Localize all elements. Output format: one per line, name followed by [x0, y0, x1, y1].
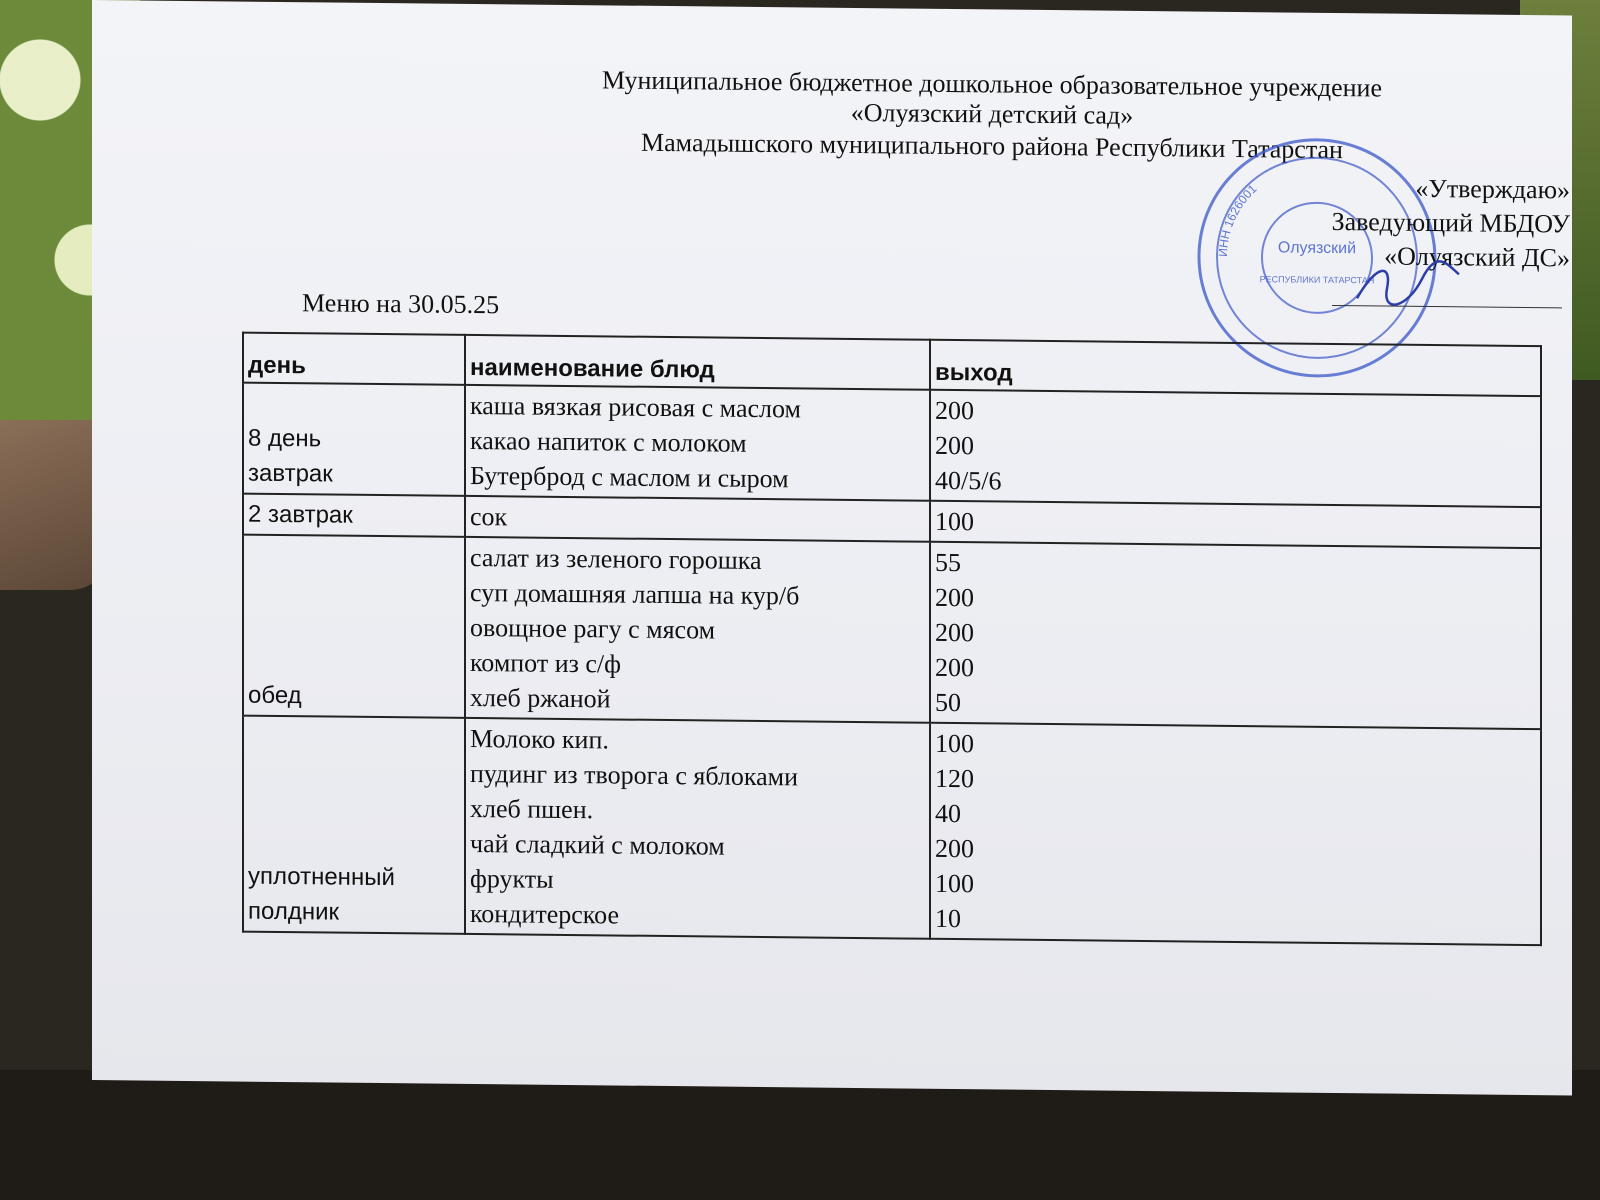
stamp-text-mid: Олуязский	[1277, 239, 1357, 258]
menu-date: Меню на 30.05.25	[302, 288, 500, 320]
dish-yield: 200	[935, 833, 974, 864]
cell-day	[243, 494, 465, 537]
dish-name: Молоко кип.	[470, 723, 609, 755]
org-name-line1: Муниципальное бюджетное дошкольное образовательное учреждение	[602, 65, 1382, 103]
dish-name: фрукты	[470, 863, 554, 894]
header-day: день	[243, 333, 465, 385]
dish-yield: 55	[935, 547, 961, 578]
dish-name: чай сладкий с молоком	[470, 828, 725, 861]
cell-yields	[930, 501, 1541, 548]
approval-line2: Заведующий МБДОУ	[1331, 206, 1570, 239]
cell-yields	[930, 723, 1541, 945]
menu-table	[242, 332, 1542, 947]
dish-name: Бутерброд с маслом и сыром	[470, 460, 789, 494]
dish-yield: 100	[935, 868, 974, 899]
dish-yield: 50	[935, 687, 961, 718]
dish-yield: 40/5/6	[935, 465, 1002, 496]
dish-name: сок	[470, 501, 508, 532]
day-label: обед	[248, 681, 302, 710]
dish-yield: 200	[935, 582, 974, 613]
dish-yield: 100	[935, 728, 974, 759]
dish-yield: 200	[935, 395, 974, 426]
cell-dishes	[465, 496, 930, 542]
day-label: уплотненный	[248, 862, 395, 892]
cell-dishes	[465, 718, 930, 939]
dish-yield: 120	[935, 763, 974, 794]
cell-yields	[930, 542, 1541, 729]
org-name-line3: Мамадышского муниципального района Республики Татарстан	[641, 127, 1343, 165]
cell-day	[243, 716, 465, 934]
dish-yield: 100	[935, 506, 974, 537]
dish-name: хлеб ржаной	[470, 682, 611, 714]
dish-name: какао напиток с молоком	[470, 425, 747, 458]
dish-name: компот из с/ф	[470, 647, 621, 679]
dish-name: каша вязкая рисовая с маслом	[470, 390, 801, 424]
day-label: полдник	[248, 897, 339, 926]
dish-yield: 10	[935, 903, 961, 934]
cell-day	[243, 383, 465, 496]
approval-line1: «Утверждаю»	[1415, 173, 1570, 205]
header-dishes: наименование блюд	[465, 335, 930, 390]
cell-dishes	[465, 385, 930, 501]
dish-name: суп домашняя лапша на кур/б	[470, 577, 800, 611]
day-label: 8 день	[248, 424, 322, 453]
day-label: завтрак	[248, 459, 333, 488]
table-row-breakfast	[243, 383, 1541, 508]
stamp-text-bottom: РЕСПУБЛИКИ ТАТАРСТАН	[1259, 274, 1375, 286]
dish-name: салат из зеленого горошка	[470, 542, 762, 576]
table-row-afternoon-snack	[243, 716, 1541, 946]
cell-yields	[930, 390, 1541, 507]
dish-yield: 200	[935, 652, 974, 683]
document-page	[92, 0, 1572, 1095]
dish-yield: 40	[935, 798, 961, 829]
dish-name: хлеб пшен.	[470, 793, 594, 825]
table-row-lunch	[243, 535, 1541, 730]
day-label: 2 завтрак	[248, 500, 353, 529]
cell-day	[243, 535, 465, 718]
approval-line3: «Олуязский ДС»	[1384, 241, 1570, 273]
cell-dishes	[465, 537, 930, 723]
dish-yield: 200	[935, 617, 974, 648]
stamp-text-top: ИНН 1626001	[1215, 181, 1260, 258]
dish-yield: 200	[935, 430, 974, 461]
org-name-line2: «Олуязский детский сад»	[850, 97, 1134, 130]
header-yield: выход	[930, 340, 1541, 396]
dish-name: пудинг из творога с яблоками	[470, 758, 799, 792]
dish-name: овощное рагу с мясом	[470, 612, 716, 645]
dish-name: кондитерское	[470, 898, 619, 930]
